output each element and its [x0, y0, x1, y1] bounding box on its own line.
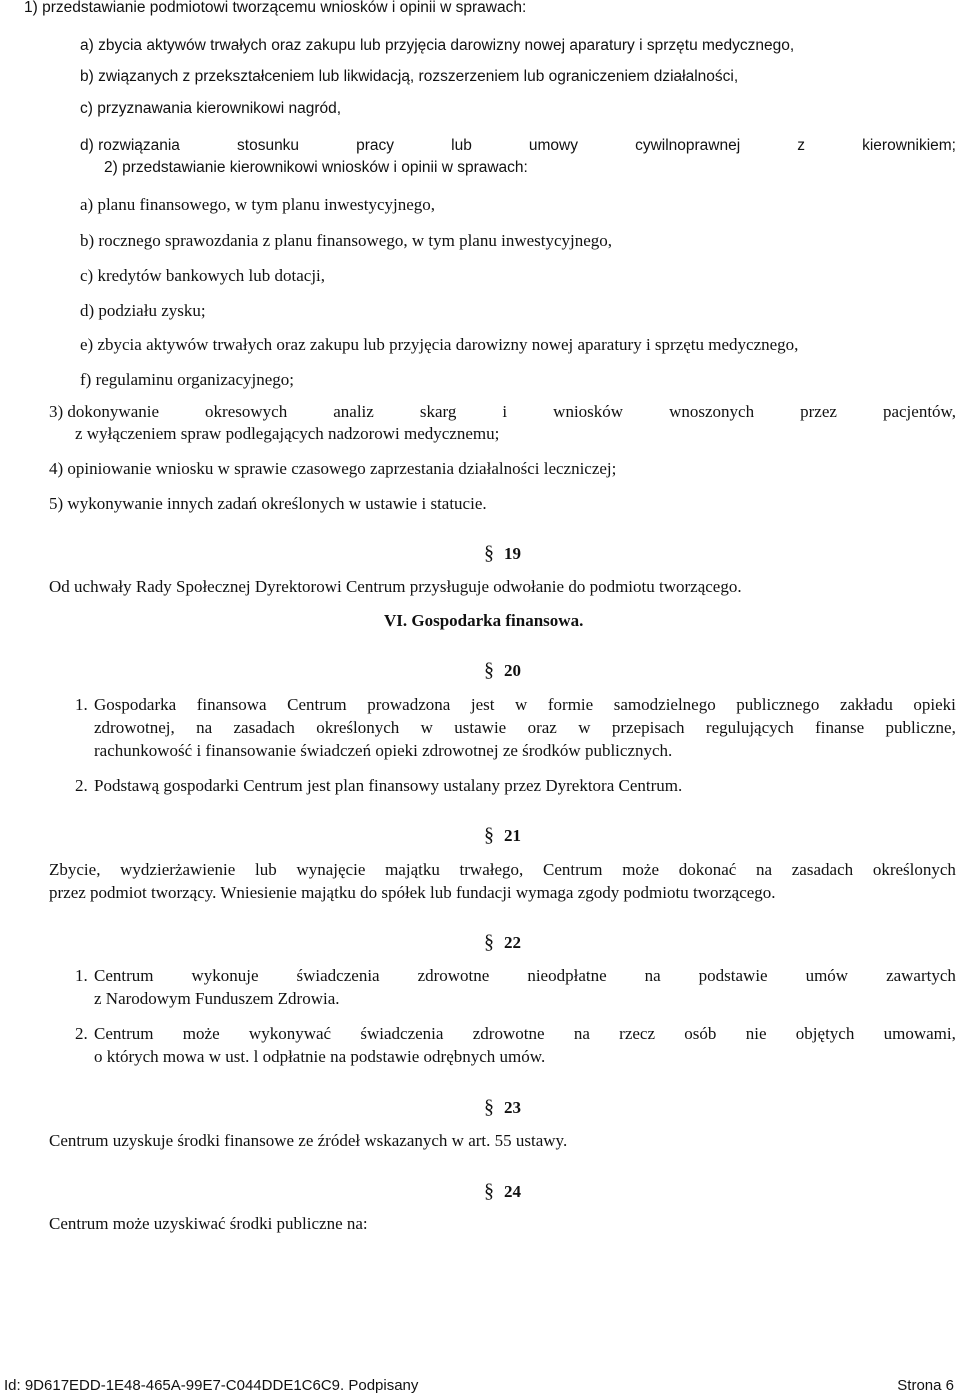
section-number: 19: [504, 544, 521, 563]
section-19-heading: [484, 542, 521, 565]
word: na: [573, 1024, 590, 1043]
word: w: [578, 718, 591, 737]
section-number: 22: [504, 933, 521, 952]
word: w: [515, 695, 528, 714]
section-number: 23: [504, 1098, 521, 1117]
word: stosunku: [237, 137, 300, 154]
word: publiczne,: [885, 718, 956, 737]
section-21-line2: przez podmiot tworzący. Wniesienie majątku do spółek lub fundacji wymaga zgody podmiotu tworzącego.: [49, 883, 776, 902]
section-22-p2-number: 2.: [75, 1024, 88, 1043]
section-20-p2: Podstawą gospodarki Centrum jest plan finansowy ustalany przez Dyrektora Centrum.: [94, 776, 683, 795]
word: zakładu: [839, 695, 893, 714]
section-20-p1-line2: [94, 718, 956, 738]
word: finanse: [815, 718, 865, 737]
item-2: 2) przedstawianie kierownikowi wniosków i opinii w sprawach:: [104, 159, 528, 176]
word: wnoszonych: [669, 402, 755, 421]
word: wykonywać: [248, 1024, 332, 1043]
section-22-p2-line1: [94, 1024, 956, 1044]
word: wynajęcie: [296, 860, 366, 879]
section-23-heading: [484, 1096, 521, 1119]
section-20-p1-line3: rachunkowość i finansowanie świadczeń opieki zdrowotnej ze środków publicznych.: [94, 741, 673, 760]
section-24-heading: [484, 1180, 521, 1203]
footer-document-id: Id: 9D617EDD-1E48-465A-99E7-C044DDE1C6C9. Podpisany: [4, 1377, 419, 1394]
word: majątku: [385, 860, 440, 879]
section-sign: §: [484, 659, 494, 681]
section-21-heading: [484, 824, 521, 847]
word: Zbycie,: [49, 860, 101, 879]
item-3-cont: z wyłączeniem spraw podlegających nadzorowi medycznemu;: [75, 424, 500, 443]
word: Centrum: [542, 860, 603, 879]
word: opieki: [913, 695, 956, 714]
item-2a: a) planu finansowego, w tym planu inwestycyjnego,: [80, 195, 436, 214]
word: na: [196, 718, 213, 737]
word: dokonać: [678, 860, 737, 879]
section-20-p1-line1: [94, 695, 956, 715]
word: lub: [255, 860, 277, 879]
word: wydzierżawienie: [120, 860, 236, 879]
word: zawartych: [886, 966, 956, 985]
word: zdrowotne: [417, 966, 490, 985]
word: okresowych: [205, 402, 288, 421]
section-22-p2-line2: o których mowa w ust. l odpłatnie na podstawie odrębnych umów.: [94, 1047, 546, 1066]
word: zasadach: [233, 718, 295, 737]
word: umów: [805, 966, 849, 985]
word: cywilnoprawnej: [635, 137, 741, 154]
chapter-title: VI. Gospodarka finansowa.: [384, 611, 584, 630]
word: określonych: [872, 860, 956, 879]
word: osób: [684, 1024, 717, 1043]
word: podstawie: [698, 966, 768, 985]
section-20-p2-number: 2.: [75, 776, 88, 795]
word: skarg: [419, 402, 457, 421]
word: Gospodarka: [94, 695, 177, 714]
item-3: [49, 402, 956, 422]
word: finansowa: [196, 695, 267, 714]
item-2b: b) rocznego sprawozdania z planu finansowego, w tym planu inwestycyjnego,: [80, 231, 613, 250]
word: na: [756, 860, 773, 879]
section-19-text: Od uchwały Rady Społecznej Dyrektorowi Centrum przysługuje odwołanie do podmiotu tworzącego.: [49, 577, 742, 596]
word: kierownikiem;: [862, 137, 956, 154]
word: może: [622, 860, 660, 879]
word: wniosków: [553, 402, 624, 421]
word: rzecz: [619, 1024, 655, 1043]
item-1c: c) przyznawania kierownikowi nagród,: [80, 100, 342, 117]
section-sign: §: [484, 931, 494, 953]
word: trwałego,: [459, 860, 524, 879]
word: nie: [745, 1024, 767, 1043]
section-22-p1-line2: z Narodowym Funduszem Zdrowia.: [94, 989, 340, 1008]
section-number: 20: [504, 661, 521, 680]
word: pacjentów,: [882, 402, 956, 421]
word: objętych: [795, 1024, 855, 1043]
footer-page-number: Strona 6: [897, 1377, 954, 1394]
word: Centrum: [94, 1024, 154, 1043]
word: Centrum: [94, 966, 154, 985]
section-sign: §: [484, 1180, 494, 1202]
word: zdrowotne: [472, 1024, 545, 1043]
word: może: [182, 1024, 220, 1043]
item-1d: [80, 136, 956, 156]
word: przepisach: [611, 718, 685, 737]
word: w: [420, 718, 433, 737]
section-22-p1-number: 1.: [75, 966, 88, 985]
word: publicznego: [736, 695, 820, 714]
word: zasadach: [791, 860, 854, 879]
word: Centrum: [287, 695, 347, 714]
word: i: [502, 402, 508, 421]
section-22-heading: [484, 931, 521, 954]
section-23-text: Centrum uzyskuje środki finansowe ze źródeł wskazanych w art. 55 ustawy.: [49, 1131, 568, 1150]
section-number: 21: [504, 826, 521, 845]
word: określonych: [316, 718, 400, 737]
word: lub: [451, 137, 472, 154]
section-24-text: Centrum może uzyskiwać środki publiczne na:: [49, 1214, 368, 1233]
item-1b: b) związanych z przekształceniem lub likwidacją, rozszerzeniem lub ograniczeniem działalności,: [80, 68, 739, 85]
item-2c: c) kredytów bankowych lub dotacji,: [80, 266, 326, 285]
word: analiz: [333, 402, 374, 421]
word: formie: [547, 695, 594, 714]
word: oraz: [527, 718, 557, 737]
item-2e: e) zbycia aktywów trwałych oraz zakupu lub przyjęcia darowizny nowej aparatury i sprzętu medycznego,: [80, 335, 799, 354]
section-22-p1-line1: [94, 966, 956, 986]
section-sign: §: [484, 542, 494, 564]
section-sign: §: [484, 824, 494, 846]
section-20-p1-number: 1.: [75, 695, 88, 714]
section-number: 24: [504, 1182, 521, 1201]
word: na: [644, 966, 661, 985]
item-2f: f) regulaminu organizacyjnego;: [80, 370, 294, 389]
word: prowadzona: [367, 695, 451, 714]
item-4: 4) opiniowanie wniosku w sprawie czasowego zaprzestania działalności leczniczej;: [49, 459, 617, 478]
word: świadczenia: [360, 1024, 444, 1043]
item-1: 1) przedstawianie podmiotowi tworzącemu wniosków i opinii w sprawach:: [24, 0, 527, 16]
word: ustawie: [454, 718, 507, 737]
word: regulujących: [705, 718, 794, 737]
word: umowami,: [883, 1024, 956, 1043]
section-21-line1: [49, 860, 956, 880]
word: wykonuje: [191, 966, 259, 985]
word: z: [797, 137, 806, 154]
section-sign: §: [484, 1096, 494, 1118]
word: pracy: [356, 137, 395, 154]
word: 3) dokonywanie: [49, 402, 160, 421]
word: świadczenia: [296, 966, 380, 985]
word: jest: [470, 695, 495, 714]
word: nieodpłatne: [527, 966, 607, 985]
section-20-heading: [484, 659, 521, 682]
item-5: 5) wykonywanie innych zadań określonych w ustawie i statucie.: [49, 494, 487, 513]
word: umowy: [528, 137, 578, 154]
word: samodzielnego: [613, 695, 716, 714]
item-1a: a) zbycia aktywów trwałych oraz zakupu lub przyjęcia darowizny nowej aparatury i sprzętu medycznego,: [80, 37, 795, 54]
word: zdrowotnej,: [94, 718, 175, 737]
word: przez: [800, 402, 837, 421]
item-2d: d) podziału zysku;: [80, 301, 206, 320]
word: d) rozwiązania: [80, 137, 180, 154]
